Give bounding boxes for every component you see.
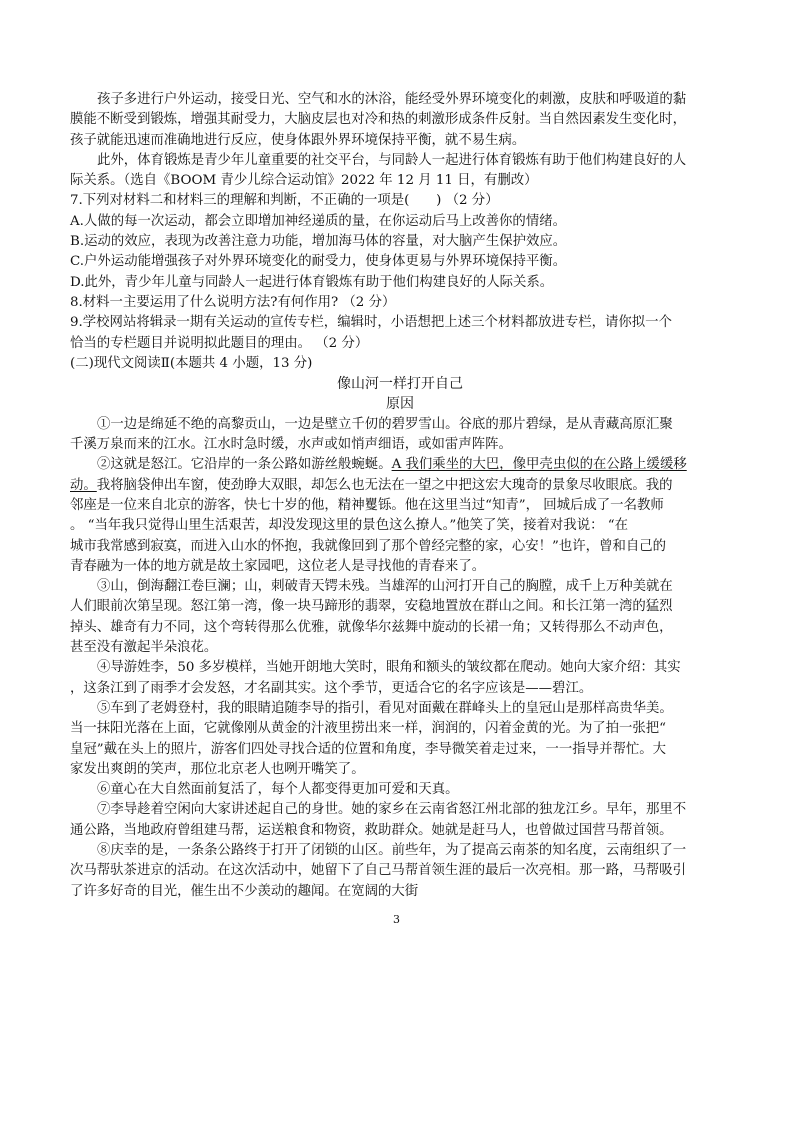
paragraph-line: 次马帮驮茶进京的活动。在这次活动中，她留下了自己马帮首领生涯的最后一次亮相。那一路，马帮吸引 bbox=[70, 863, 686, 879]
paragraph-line: 城市我常感到寂寞，而进入山水的怀抱，我就像回到了那个曾经完整的家，心安！”也许，曾和自己的 bbox=[70, 538, 667, 554]
paragraph-line: ③山，倒海翻江卷巨澜；山，刺破青天锷未残。当雄浑的山河打开自己的胸膛，成千上万种美就在 bbox=[97, 579, 673, 595]
question-7-option-a: A.人做的每一次运动，都会立即增加神经递质的量，在你运动后马上改善你的情绪。 bbox=[70, 213, 566, 229]
source-citation: 际关系。（选自《BOOM 青少儿综合运动馆》2022 年 12 月 11 日，有删改） bbox=[70, 173, 538, 189]
paragraph-line: 青春融为一体的地方就是故土家园吧，这位老人是寻找他的青春来了。 bbox=[70, 558, 486, 574]
question-8: 8.材料一主要运用了什么说明方法?有何作用? （2 分） bbox=[70, 294, 396, 310]
paragraph-line: 千溪万泉而来的江水。江水时急时缓，水声或如悄声细语，或如雷声阵阵。 bbox=[70, 437, 512, 453]
paragraph-line: ⑤车到了老姆登村，我的眼睛追随李导的指引，看见对面戴在群峰头上的皇冠山是那样高贵华美。 bbox=[97, 700, 673, 716]
page-number: 3 bbox=[393, 913, 400, 926]
paragraph-line: 孩子就能迅速而准确地进行反应，使身体跟外界环境保持平衡，就不易生病。 bbox=[70, 132, 526, 148]
paragraph-line: ①一边是绵延不绝的高黎贡山，一边是壁立千仞的碧罗雪山。谷底的那片碧绿，是从青藏高原汇聚 bbox=[97, 416, 673, 432]
question-7-option-c: C.户外运动能增强孩子对外界环境变化的耐受力，使身体更易与外界环境保持平衡。 bbox=[70, 254, 567, 270]
paragraph-line: 人们眼前次第呈现。怒江第一湾，像一块马蹄形的翡翠，安稳地置放在群山之间。和长江第一湾的猛烈 bbox=[70, 599, 673, 615]
question-9-line: 9.学校网站将辑录一期有关运动的宣传专栏，编辑时，小语想把上述三个材料都放进专栏，请你拟一个 bbox=[70, 315, 672, 331]
paragraph-line: 此外，体育锻炼是青少年儿童重要的社交平台，与同龄人一起进行体育锻炼有助于他们构建良好的人 bbox=[97, 152, 687, 168]
question-7-option-d: D.此外，青少年儿童与同龄人一起进行体育锻炼有助于他们构建良好的人际关系。 bbox=[70, 274, 554, 290]
essay-title: 像山河一样打开自己 bbox=[337, 376, 463, 393]
paragraph-line: ④导游姓李，50 多岁模样，当她开朗地大笑时，眼角和额头的皱纹都在爬动。她向大家介绍：其实 bbox=[97, 660, 681, 676]
paragraph-line: 邻座是一位来自北京的游客，快七十岁的他，精神矍铄。他在这里当过“知青”， 回城后成了一名教师 bbox=[70, 497, 664, 513]
paragraph-text: 我将脑袋伸出车窗，使劲睁大双眼，却怎么也无法在一望之中把这宏大瑰奇的景象尽收眼底。我的 bbox=[96, 477, 673, 493]
paragraph-line: ，这条江到了雨季才会发怒，才名副其实。这个季节，更适合它的名字应该是——碧江。 bbox=[70, 680, 593, 696]
paragraph-line: 通公路，当地政府曾组建马帮，运送粮食和物资，救助群众。她就是赶马人，也曾做过国营马帮首领。 bbox=[70, 822, 673, 838]
paragraph-line: ⑦李导趁着空闲向大家讲述起自己的身世。她的家乡在云南省怒江州北部的独龙江乡。早年，那里不 bbox=[97, 802, 687, 818]
paragraph-line: 孩子多进行户外运动，接受日光、空气和水的沐浴，能经受外界环境变化的刺激，皮肤和呼吸道的黏 bbox=[97, 92, 687, 107]
question-9-line: 恰当的专栏题目并说明拟此题目的理由。 （2 分） bbox=[70, 335, 369, 351]
paragraph-line: ⑧庆幸的是，一条条公路终于打开了闭锁的山区。前些年，为了提高云南茶的知名度，云南组织了一 bbox=[97, 842, 687, 858]
paragraph-text: ②这就是怒江。它沿岸的一条公路如游丝般蜿蜒。 bbox=[97, 457, 392, 473]
paragraph-line: 甚至没有激起半朵浪花。 bbox=[70, 640, 218, 656]
paragraph-line: 家发出爽朗的笑声，那位北京老人也咧开嘴笑了。 bbox=[70, 761, 365, 777]
question-7-stem: 7.下列对材料二和材料三的理解和判断，不正确的一项是( ) （2 分） bbox=[70, 193, 499, 209]
paragraph-line: 掉头、雄奇有力不同，这个弯转得那么优雅，就像华尔兹舞中旋动的长裙一角；又转得那么不动声色， bbox=[70, 619, 673, 635]
underlined-sentence-a-end: 动。 bbox=[70, 477, 97, 493]
paragraph-line bbox=[70, 455, 730, 475]
paragraph-line: 膜能不断受到锻炼，增强其耐受力，大脑皮层也对冷和热的刺激形成条件反射。当自然因素发生变化时， bbox=[70, 112, 686, 128]
paragraph-line: 皇冠”戴在头上的照片，游客们四处寻找合适的位置和角度，李导微笑着走过来，一一指导并帮忙。大 bbox=[70, 741, 667, 757]
paragraph-line: 了许多好奇的目光，催生出不少羡动的趣闻。在宽阔的大街 bbox=[70, 883, 419, 899]
underlined-sentence-a: A 我们乘坐的大巴，像甲壳虫似的在公路上缓缓移 bbox=[391, 457, 687, 473]
section-header: (二)现代文阅读Ⅱ(本题共 4 小题，13 分) bbox=[70, 355, 313, 371]
paragraph-line: 。 “当年我只觉得山里生活艰苦，却没发现这里的景色这么撩人。”他笑了笑，接着对我说： “在 bbox=[70, 518, 628, 534]
question-7-option-b: B.运动的效应，表现为改善注意力功能，增加海马体的容量，对大脑产生保护效应。 bbox=[70, 234, 567, 250]
document-page bbox=[70, 90, 730, 902]
paragraph-line bbox=[70, 476, 730, 496]
essay-author: 原因 bbox=[386, 396, 414, 413]
paragraph-line: ⑥童心在大自然面前复活了，每个人都变得更加可爱和天真。 bbox=[97, 782, 459, 798]
paragraph-line: 当一抹阳光落在上面，它就像刚从黄金的汁液里捞出来一样，润润的，闪着金黄的光。为了拍一张把“ bbox=[70, 721, 667, 737]
